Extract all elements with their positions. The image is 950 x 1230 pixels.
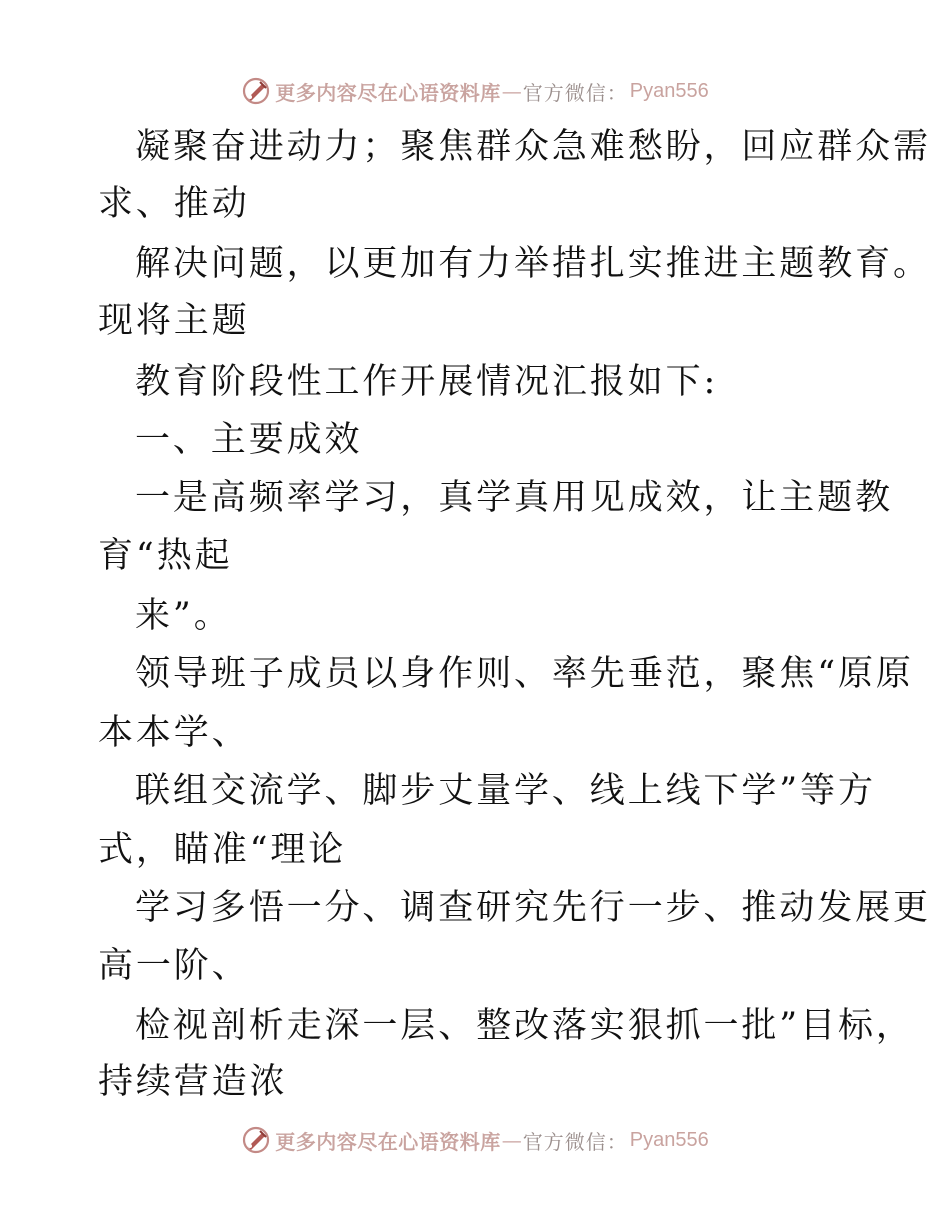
body-line: 检视剖析走深一层、整改落实狠抓一批”目标， [135, 1006, 914, 1046]
body-line: 现将主题 [98, 301, 250, 341]
body-line: 式，瞄准“理论 [98, 830, 347, 870]
body-line: 凝聚奋进动力；聚焦群众急难愁盼，回应群众需 [135, 127, 931, 167]
watermark-dash: — [501, 79, 522, 103]
body-line: 一是高频率学习，真学真用见成效，让主题教 [135, 478, 894, 518]
watermark-main-text: 更多内容尽在心语资料库 [275, 80, 501, 105]
brand-logo-icon [241, 76, 271, 106]
watermark-wechat-id: Pyan556 [629, 79, 709, 102]
body-line: 领导班子成员以身作则、率先垂范，聚焦“原原 [135, 654, 914, 694]
watermark-wechat-id: Pyan556 [629, 1128, 709, 1151]
body-line: 育“热起 [98, 536, 233, 576]
watermark-official-label: 官方微信： [522, 1129, 628, 1154]
body-line: 解决问题，以更加有力举措扎实推进主题教育。 [135, 244, 931, 284]
header-watermark [0, 73, 950, 109]
watermark-main-text: 更多内容尽在心语资料库 [275, 1129, 501, 1154]
body-line: 求、推动 [98, 184, 250, 224]
body-line: 教育阶段性工作开展情况汇报如下: [135, 362, 719, 402]
footer-watermark [0, 1122, 950, 1158]
body-line: 本本学、 [98, 713, 250, 753]
watermark-dash: — [501, 1128, 522, 1152]
body-line: 联组交流学、脚步丈量学、线上线下学”等方 [135, 771, 876, 811]
watermark-official-label: 官方微信： [522, 80, 628, 105]
body-line: 来”。 [135, 596, 232, 636]
brand-logo-icon [241, 1125, 271, 1155]
body-line: 持续营造浓 [98, 1062, 288, 1102]
body-line: 一、主要成效 [135, 420, 363, 460]
body-line: 高一阶、 [98, 946, 250, 986]
body-line: 学习多悟一分、调查研究先行一步、推动发展更 [135, 888, 931, 928]
